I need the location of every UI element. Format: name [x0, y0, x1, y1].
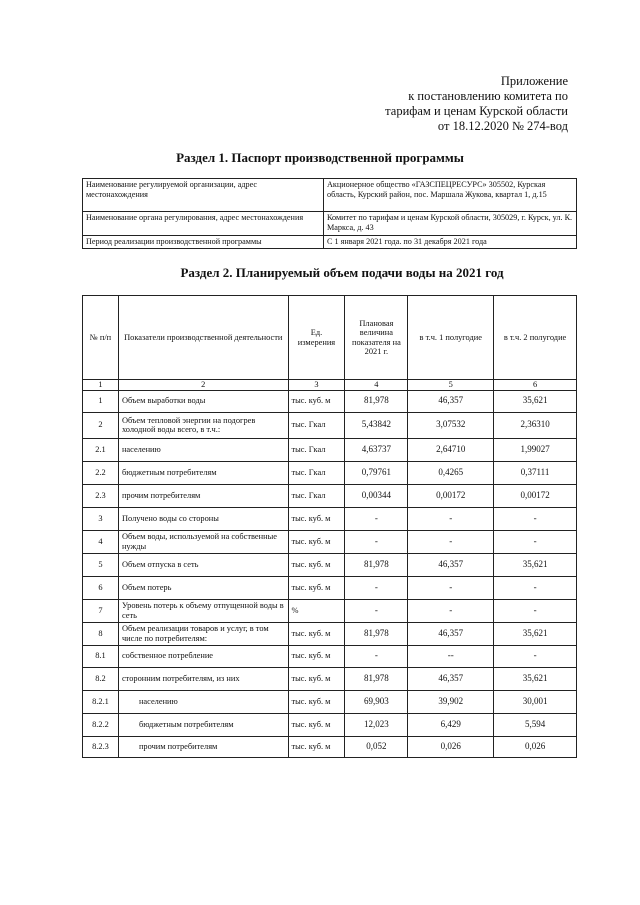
row-number: 8.2.2 [83, 713, 119, 736]
row-half1-value: - [408, 507, 494, 530]
row-indicator: собственное потребление [118, 645, 288, 667]
row-half2-value: - [494, 599, 577, 622]
row-indicator: Получено воды со стороны [118, 507, 288, 530]
appendix-line: к постановлению комитета по [408, 89, 568, 103]
table-row [83, 645, 577, 667]
row-half1-value: -- [408, 645, 494, 667]
row-half2-value: 0,026 [494, 736, 577, 757]
row-unit: тыс. Гкал [288, 438, 345, 461]
row-half2-value: 5,594 [494, 713, 577, 736]
section1-title: Раздел 1. Паспорт производственной программы [176, 150, 464, 165]
header-number: № п/п [83, 296, 119, 380]
row-number: 4 [83, 530, 119, 553]
row-indicator: Объем реализации товаров и услуг, в том числе по потребителям: [118, 622, 288, 645]
row-unit: тыс. Гкал [288, 484, 345, 507]
row-plan-value: 4,63737 [345, 438, 408, 461]
row-half2-value: 35,621 [494, 553, 577, 576]
row-plan-value: 81,978 [345, 622, 408, 645]
column-number: 5 [408, 380, 494, 391]
row-half1-value: - [408, 530, 494, 553]
row-indicator: прочим потребителям [118, 484, 288, 507]
row-half1-value: 0,026 [408, 736, 494, 757]
row-number: 8.2.3 [83, 736, 119, 757]
row-plan-value: - [345, 645, 408, 667]
passport-label: Наименование органа регулирования, адрес местонахождения [83, 212, 324, 236]
row-unit: тыс. куб. м [288, 390, 345, 412]
row-half2-value: 2,36310 [494, 412, 577, 438]
row-half1-value: 46,357 [408, 667, 494, 690]
column-number: 3 [288, 380, 345, 391]
table-row [83, 576, 577, 599]
table-row [83, 713, 577, 736]
passport-label: Наименование регулируемой организации, адрес местонахождения [83, 179, 324, 212]
passport-label: Период реализации производственной программы [83, 236, 324, 249]
header-half2: в т.ч. 2 полугодие [494, 296, 577, 380]
row-half2-value: - [494, 576, 577, 599]
column-number: 6 [494, 380, 577, 391]
row-half1-value: - [408, 576, 494, 599]
passport-value: С 1 января 2021 года. по 31 декабря 2021 года [324, 236, 577, 249]
row-number: 2 [83, 412, 119, 438]
row-indicator: населению [118, 690, 288, 713]
row-plan-value: 12,023 [345, 713, 408, 736]
row-half2-value: - [494, 645, 577, 667]
table-row [83, 622, 577, 645]
row-half2-value: 30,001 [494, 690, 577, 713]
row-half1-value: 6,429 [408, 713, 494, 736]
row-half2-value: 35,621 [494, 390, 577, 412]
passport-row [83, 236, 577, 249]
header-half1: в т.ч. 1 полугодие [408, 296, 494, 380]
row-indicator: Объем потерь [118, 576, 288, 599]
row-half1-value: 0,4265 [408, 461, 494, 484]
row-unit: тыс. куб. м [288, 667, 345, 690]
row-plan-value: 81,978 [345, 390, 408, 412]
row-unit: тыс. куб. м [288, 507, 345, 530]
passport-row [83, 212, 577, 236]
table-row [83, 484, 577, 507]
table-row [83, 736, 577, 757]
row-plan-value: 0,79761 [345, 461, 408, 484]
row-half2-value: 0,00172 [494, 484, 577, 507]
row-unit: тыс. куб. м [288, 736, 345, 757]
row-plan-value: 5,43842 [345, 412, 408, 438]
row-unit: тыс. куб. м [288, 713, 345, 736]
header-unit: Ед. измерения [288, 296, 345, 380]
row-number: 3 [83, 507, 119, 530]
row-number: 8.2.1 [83, 690, 119, 713]
row-plan-value: 0,052 [345, 736, 408, 757]
row-half2-value: 1,99027 [494, 438, 577, 461]
row-indicator: прочим потребителям [118, 736, 288, 757]
row-indicator: Объем выработки воды [118, 390, 288, 412]
row-number: 1 [83, 390, 119, 412]
row-unit: % [288, 599, 345, 622]
row-half1-value: 46,357 [408, 390, 494, 412]
row-half1-value: - [408, 599, 494, 622]
passport-value: Комитет по тарифам и ценам Курской области, 305029, г. Курск, ул. К. Маркса, д. 43 [324, 212, 577, 236]
row-number: 8.1 [83, 645, 119, 667]
row-half1-value: 46,357 [408, 622, 494, 645]
row-plan-value: - [345, 576, 408, 599]
row-number: 2.3 [83, 484, 119, 507]
passport-table [82, 178, 577, 249]
row-plan-value: 0,00344 [345, 484, 408, 507]
row-plan-value: - [345, 507, 408, 530]
appendix-block [328, 74, 568, 134]
row-indicator: бюджетным потребителям [118, 713, 288, 736]
row-plan-value: 81,978 [345, 553, 408, 576]
row-number: 7 [83, 599, 119, 622]
row-half2-value: 35,621 [494, 667, 577, 690]
table-row [83, 667, 577, 690]
column-number: 1 [83, 380, 119, 391]
row-plan-value: - [345, 530, 408, 553]
row-unit: тыс. куб. м [288, 553, 345, 576]
row-unit: тыс. Гкал [288, 412, 345, 438]
appendix-line: тарифам и ценам Курской области [385, 104, 568, 118]
row-unit: тыс. куб. м [288, 645, 345, 667]
table-row [83, 461, 577, 484]
table-row [83, 690, 577, 713]
table-header-row [83, 296, 577, 380]
row-half2-value: 35,621 [494, 622, 577, 645]
table-row [83, 553, 577, 576]
row-plan-value: - [345, 599, 408, 622]
table-row [83, 438, 577, 461]
row-indicator: бюджетным потребителям [118, 461, 288, 484]
row-number: 6 [83, 576, 119, 599]
row-indicator: Объем тепловой энергии на подогрев холодной воды всего, в т.ч.: [118, 412, 288, 438]
appendix-line: Приложение [500, 74, 568, 88]
passport-value: Акционерное общество «ГАЗСПЕЦРЕСУРС» 305502, Курская область, Курский район, пос. Маршала Жукова, квартал 1, д.15 [324, 179, 577, 212]
row-half2-value: 0,37111 [494, 461, 577, 484]
row-half2-value: - [494, 507, 577, 530]
row-indicator: населению [118, 438, 288, 461]
section2-title: Раздел 2. Планируемый объем подачи воды на 2021 год [180, 265, 504, 280]
table-row [83, 507, 577, 530]
row-number: 8.2 [83, 667, 119, 690]
row-half2-value: - [494, 530, 577, 553]
plan-table-body [83, 390, 577, 757]
row-plan-value: 69,903 [345, 690, 408, 713]
row-number: 5 [83, 553, 119, 576]
column-number: 4 [345, 380, 408, 391]
row-number: 2.1 [83, 438, 119, 461]
table-row [83, 530, 577, 553]
row-unit: тыс. Гкал [288, 461, 345, 484]
row-unit: тыс. куб. м [288, 690, 345, 713]
row-number: 8 [83, 622, 119, 645]
column-number: 2 [118, 380, 288, 391]
row-unit: тыс. куб. м [288, 576, 345, 599]
row-indicator: Объем отпуска в сеть [118, 553, 288, 576]
row-number: 2.2 [83, 461, 119, 484]
row-half1-value: 39,902 [408, 690, 494, 713]
row-indicator: сторонним потребителям, из них [118, 667, 288, 690]
header-plan: Плановая величина показателя на 2021 г. [345, 296, 408, 380]
row-unit: тыс. куб. м [288, 622, 345, 645]
header-indicator: Показатели производственной деятельности [118, 296, 288, 380]
table-row [83, 412, 577, 438]
row-half1-value: 0,00172 [408, 484, 494, 507]
appendix-line: от 18.12.2020 № 274-вод [437, 119, 568, 133]
row-half1-value: 3,07532 [408, 412, 494, 438]
table-row [83, 599, 577, 622]
row-indicator: Объем воды, используемой на собственные нужды [118, 530, 288, 553]
row-half1-value: 46,357 [408, 553, 494, 576]
row-indicator: Уровень потерь к объему отпущенной воды в сеть [118, 599, 288, 622]
row-unit: тыс. куб. м [288, 530, 345, 553]
table-row [83, 390, 577, 412]
plan-table [82, 295, 577, 758]
row-plan-value: 81,978 [345, 667, 408, 690]
row-half1-value: 2,64710 [408, 438, 494, 461]
column-number-row [83, 380, 577, 391]
passport-row [83, 179, 577, 212]
